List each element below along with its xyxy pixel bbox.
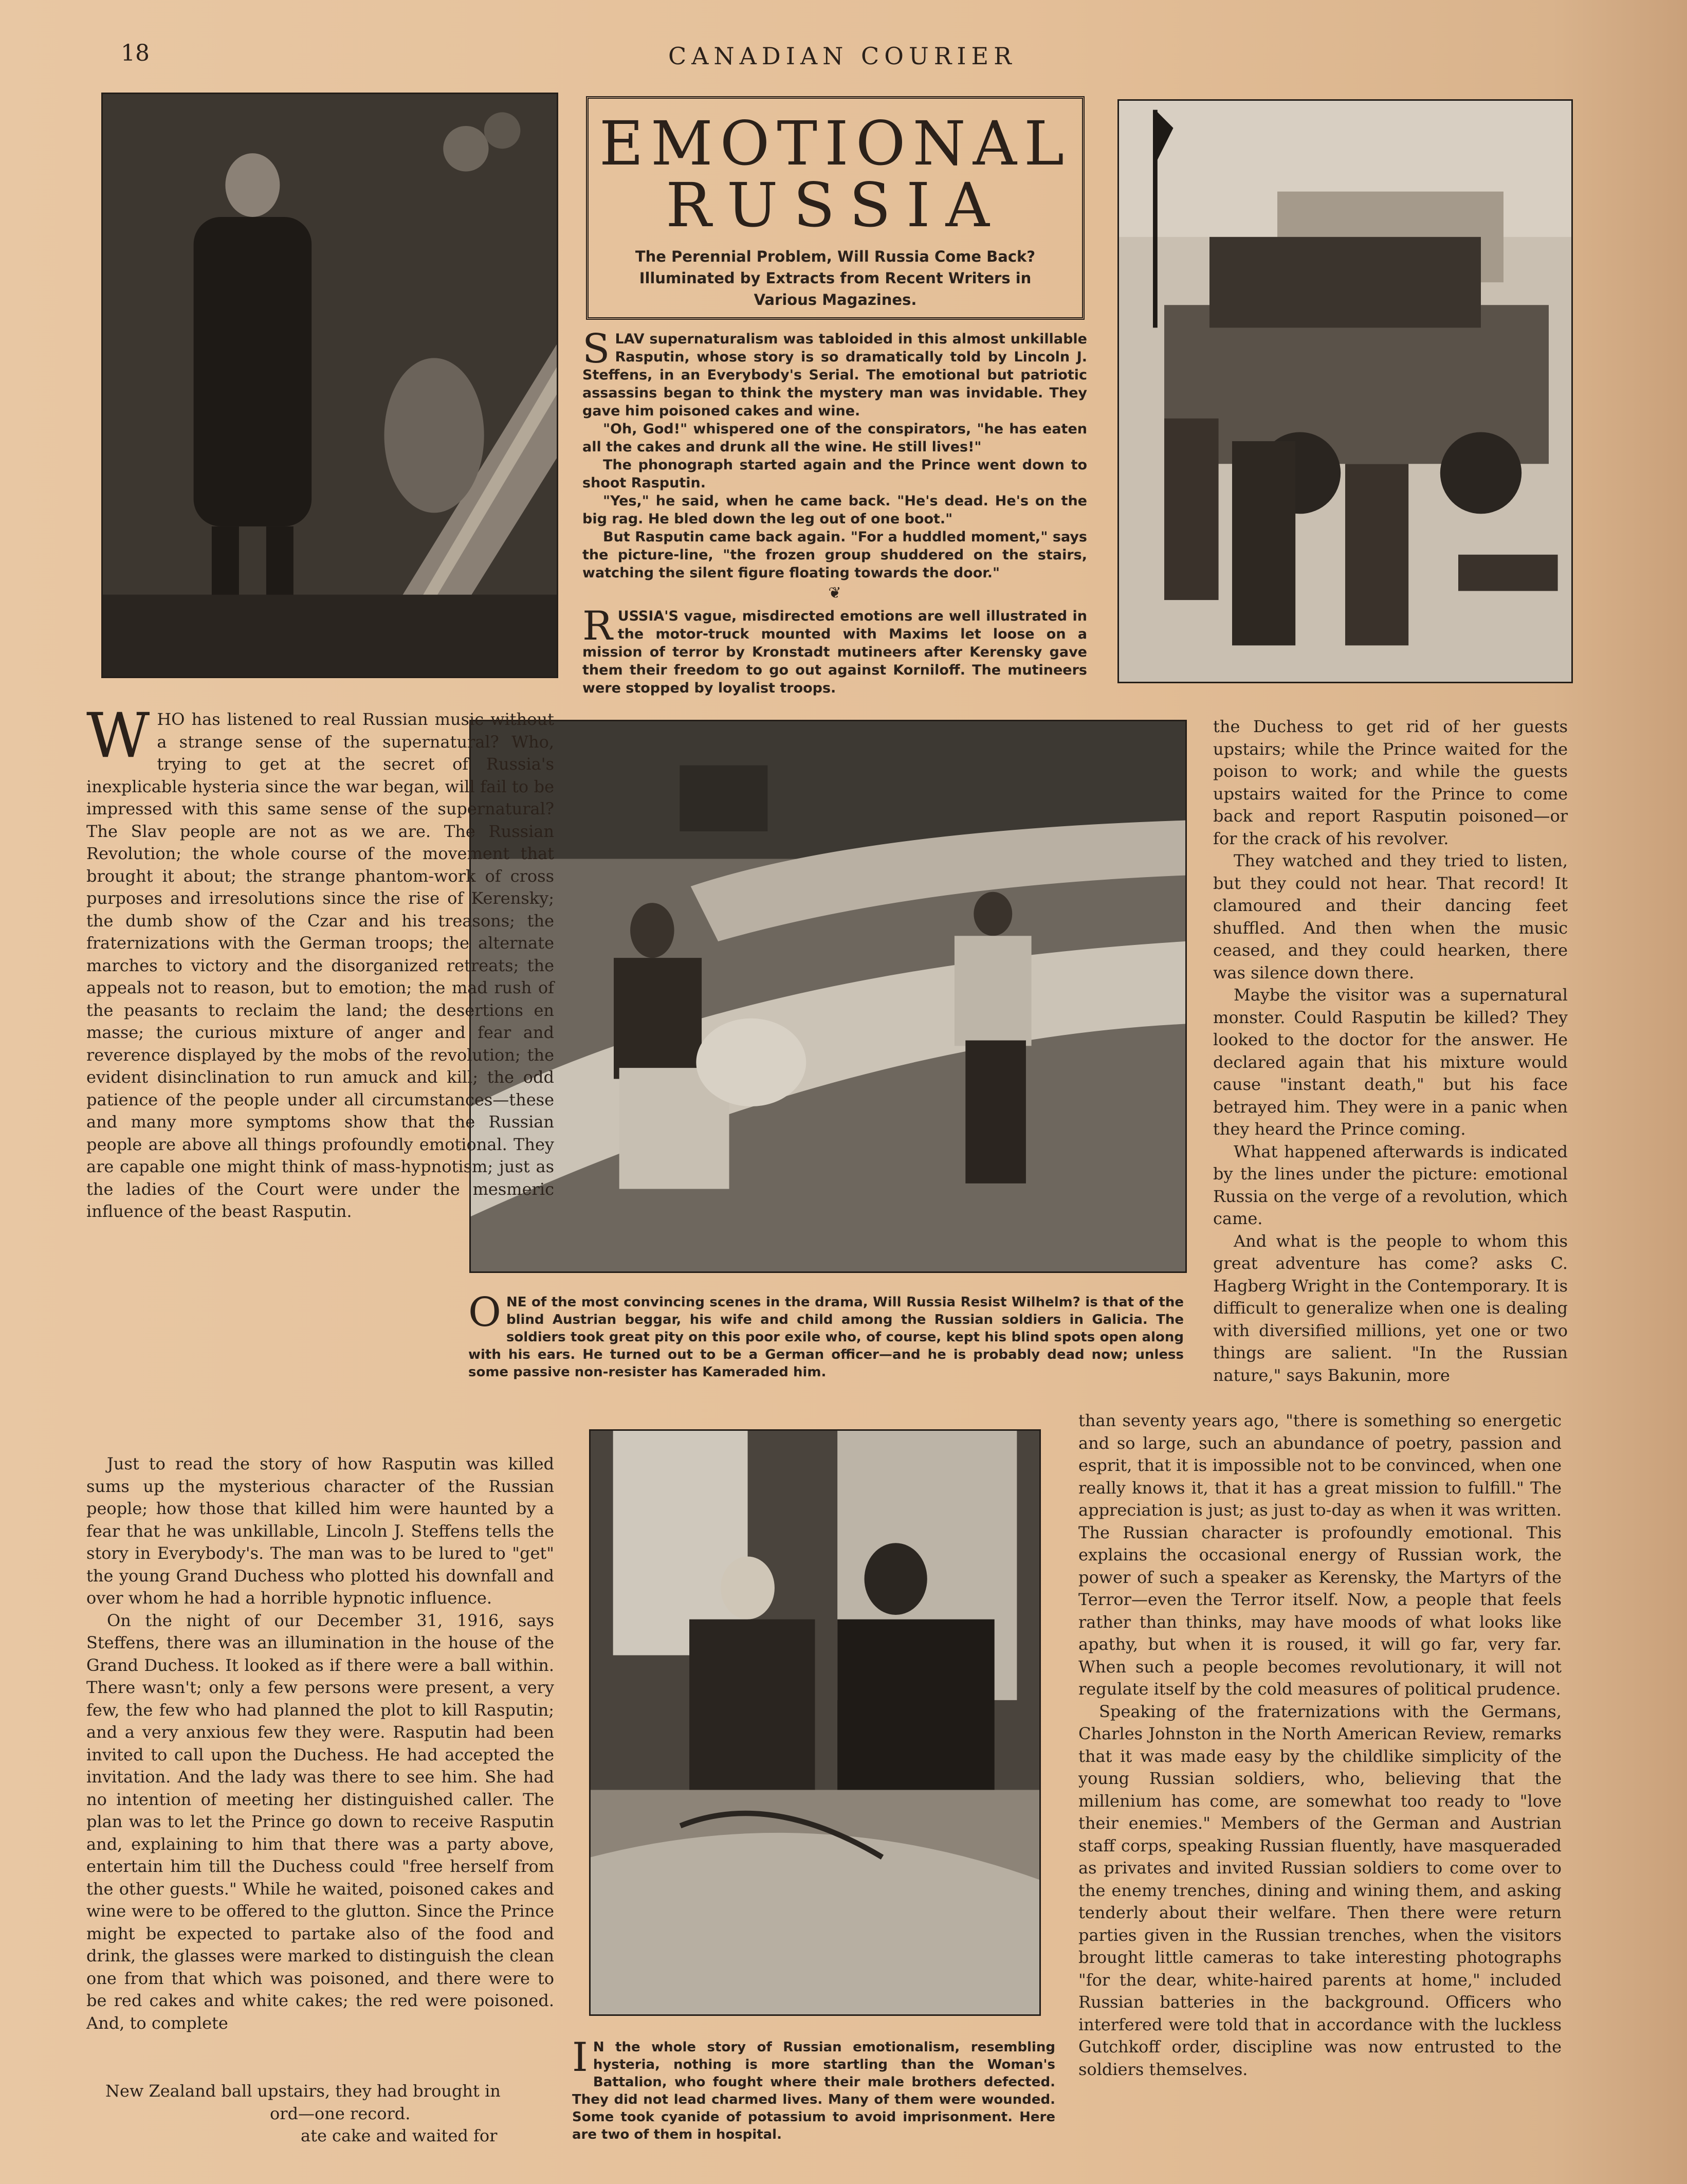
right-column-text-lower — [1078, 1410, 1562, 2081]
blind-beggar-photo — [469, 720, 1187, 1273]
motor-truck-illustration — [1117, 99, 1573, 683]
fleuron-ornament: ❦ — [828, 584, 841, 602]
right-paragraph-4: What happened afterwards is indicated by the lines under the picture: emotional Russia on the verge of a revolution, which came. — [1213, 1141, 1568, 1228]
womans-battalion-photo — [589, 1429, 1041, 2016]
left-column-text-lower — [86, 1453, 554, 2034]
intro-paragraph-4: "Yes," he said, when he came back. "He's dead. He's on the big rag. He bled down the leg out of one boot." — [582, 493, 1087, 527]
right-paragraph-5: And what is the people to whom this great adventure has come? asks C. Hagberg Wright in the Contemporary. It is difficult to generalize when one is dealing with diversified millions, yet one or two things are salient. "In the Russian nature," says Bakunin, more — [1213, 1231, 1568, 1385]
intro-paragraph-1: LAV supernaturalism was tabloided in this almost unkillable Rasputin, whose story is so dramatically told by Lincoln J. Steffens, in an Everybody's Serial. The emotional but patriotic assassins began to think the mystery man was invidable. They gave him poisoned cakes and wine. — [582, 331, 1087, 419]
caption-drop-cap: O — [468, 1289, 501, 1336]
intro-text — [582, 326, 1087, 697]
beggar-caption-text: NE of the most convincing scenes in the drama, Will Russia Resist Wilhelm? is that of the blind Austrian beggar, his wife and child among the Russian soldiers in Galicia. The soldiers took great pity on this poor exile who, of course, kept his blind spots open along with his ears. He turned out to be a German officer—and he is probably dead now; unless some passive non-resister has Kameraded him. — [468, 1295, 1184, 1380]
intro-drop-cap: S — [582, 326, 610, 372]
left-paragraph-2: Just to read the story of how Rasputin was killed sums up the mysterious character of the Russian people; how those that killed him were haunted by a fear that he was unkillable, Lincoln J. Steffens tells the story in Everybody's. The man was to be lured to "get" the young Grand Duchess who plotted his downfall and over whom he had a horrible hypnotic influence. — [86, 1454, 554, 1608]
headline-line-2: RUSSIA — [666, 170, 1005, 241]
right-paragraph-2: They watched and they tried to listen, but they could not hear. That record! It clamoured and their dancing feet shuffled. And then when the music ceased, and they could hearken, there was silence down there. — [1213, 851, 1568, 982]
left-column-torn-tail — [105, 2080, 542, 2147]
battalion-caption-text: N the whole story of Russian emotionalism, resembling hysteria, nothing is more startling than the Woman's Battalion, who fought where their male brothers defected. They did not lead charmed lives. Many of them were wounded. Some took cyanide of potassium to avoid imprisonment. Here are two of them in hospital. — [572, 2040, 1055, 2142]
torn-line-2: ord—one record. — [270, 2103, 411, 2123]
right-paragraph-1: the Duchess to get rid of her guests upstairs; while the Prince waited for the poison to work; and while the guests upstairs waited for the Prince to come back and report Rasputin poisoned—or for the crack of his revolver. — [1213, 717, 1568, 848]
beggar-photo-caption — [468, 1289, 1184, 1381]
torn-line-1: New Zealand ball upstairs, they had brought in — [105, 2081, 501, 2101]
battalion-photo-caption — [572, 2034, 1055, 2143]
left-paragraph-1: HO has listened to real Russian music without a strange sense of the supernatural? Who, trying to get at the secret of Russia's inexplicable hysteria since the war began, will fail to be impressed with this same sense of the supernatural? The Slav people are not as we are. The Russian Revolution; the whole course of the movement that brought it about; the strange phantom-work of cross purposes and irresolutions since the rise of Kerensky; the dumb show of the Czar and his treasons; the fraternizations with the German troops; the alternate marches to victory and the disorganized retreats; the appeals not to reason, but to emotion; the mad rush of the peasants to reclaim the land; the desertions en masse; the curious mixture of anger and fear and reverence displayed by the mobs of the revolution; the evident disinclination to run amuck and kill; the odd patience of the people under all circumstances—these and many more symptoms show that the Russian people are above all things profoundly emotional. They are capable one might think of mass-hypnotism; just as the ladies of the Court were under the mesmeric influence of the beast Rasputin. — [86, 709, 554, 1221]
right-paragraph-7: Speaking of the fraternizations with the Germans, Charles Johnston in the North American Review, remarks that it was made easy by the childlike simplicity of the young Russian soldiers, who, believing that the millenium has come, are somewhat too ready to "love their enemies." Members of the German and Austrian staff corps, speaking Russian fluently, have masqueraded as privates and invited Russian soldiers to come over to the enemy trenches, dining and wining them, and asking tenderly about their welfare. Then there were return parties given in the Russian trenches, when the visitors brought little cameras to take interesting photographs "for the dear, white-haired parents at home," included Russian batteries in the background. Officers who interfered were told that in accordance with the luckless Gutchkoff order, discipline was now entrusted to the soldiers themselves. — [1078, 1701, 1562, 2079]
left-paragraph-3: On the night of our December 31, 1916, says Steffens, there was an illumination in the house of the Grand Duchess. It looked as if there were a ball within. There wasn't; only a few persons were present, a very few, the few who had planned the plot to kill Rasputin; and a very anxious few they were. Rasputin had been invited to call upon the Duchess. He had accepted the invitation. And the lady was there to see him. She had no intention of meeting her distinguished caller. The plan was to let the Prince go down to receive Rasputin and, explaining to him that there was a party above, entertain him till the Duchess could "free herself from the other guests." While he waited, poisoned cakes and wine were to be offered to the glutton. Since the Prince might be expected to partake also of the food and drink, the glasses were marked to distinguish the clean one from that which was poisoned, and there were to be red cakes and white cakes; the red were poisoned. And, to complete — [86, 1610, 554, 2033]
headline-subtitle: The Perennial Problem, Will Russia Come Back? Illuminated by Extracts from Recent Writers in Various Magazines. — [635, 247, 1036, 308]
right-column-text — [1213, 716, 1568, 1387]
intro-paragraph-5: But Rasputin came back again. "For a huddled moment," says the picture-line, "the frozen group shuddered on the stairs, watching the silent figure floating towards the door." — [582, 529, 1087, 581]
intro-drop-cap-2: R — [582, 603, 613, 649]
left-column-text — [86, 700, 554, 1223]
intro-paragraph-2: "Oh, God!" whispered one of the conspirators, "he has eaten all the cakes and drunk all the wine. He still lives!" — [582, 421, 1087, 455]
caption-drop-cap-2: I — [572, 2034, 588, 2081]
running-header: CANADIAN COURIER — [668, 42, 1017, 70]
rasputin-stairs-illustration — [101, 93, 558, 678]
right-paragraph-6: than seventy years ago, "there is something so energetic and so large, such an abundance of poetry, passion and esprit, that it is impossible not to be convinced, when one really knows it, that it has a great mission to fulfill." The appreciation is just; as just to-day as when it was written. The Russian character is profoundly emotional. This explains the occasional energy of Russian work, the power of such a speaker as Kerensky, the Martyrs of the Terror—even the Terror itself. Now, a people that feels rather than thinks, may have moods of what looks like apathy, but when it is roused, it will go far, very far. When such a people becomes revolutionary, it will not regulate itself by the cold measures of political prudence. — [1078, 1411, 1562, 1699]
intro-paragraph-3: The phonograph started again and the Prince went down to shoot Rasputin. — [582, 457, 1087, 491]
article-drop-cap: W — [86, 700, 150, 772]
intro-paragraph-6: USSIA'S vague, misdirected emotions are well illustrated in the motor-truck mounted with Maxims let loose on a mission of terror by Kronstadt mutineers after Kerensky gave them their freedom to go out against Korniloff. The mutineers were stopped by loyalist troops. — [582, 608, 1087, 696]
torn-line-3: ate cake and waited for — [301, 2126, 498, 2145]
page-number: 18 — [121, 40, 150, 66]
right-paragraph-3: Maybe the visitor was a supernatural monster. Could Rasputin be killed? They looked to the doctor for the answer. He declared again that his mixture would cause "instant death," but his face betrayed him. They were in a panic when they heard the Prince coming. — [1213, 985, 1568, 1139]
headline-line-1: EMOTIONAL — [599, 108, 1072, 179]
headline-box — [586, 96, 1085, 320]
